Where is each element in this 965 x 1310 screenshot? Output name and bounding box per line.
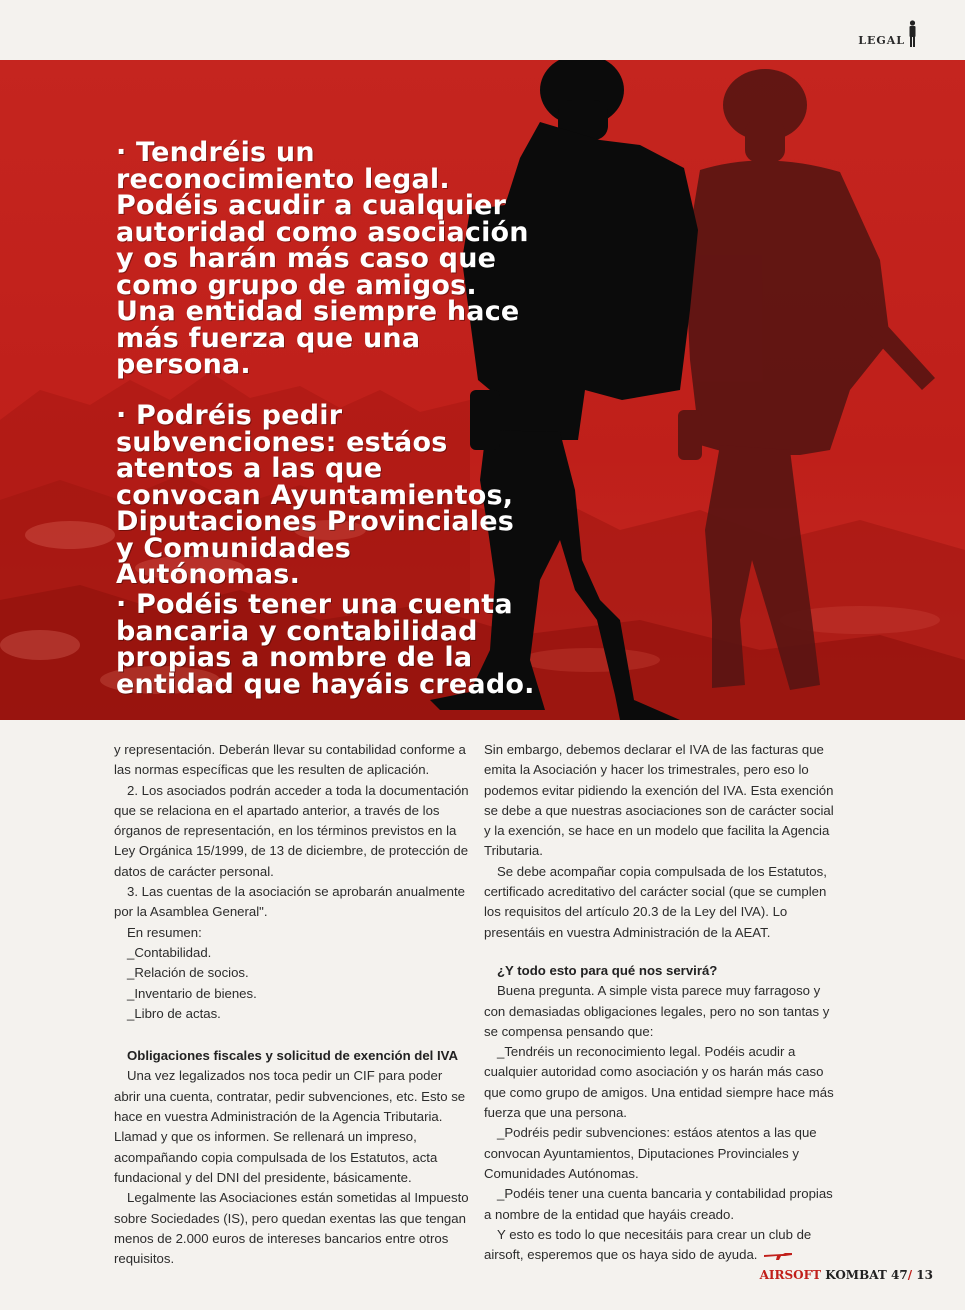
- page-number: 13: [916, 1268, 933, 1282]
- closing-paragraph: [484, 1225, 839, 1266]
- section-tag: LEGAL: [858, 34, 905, 47]
- section-heading: ¿Y todo esto para qué nos servirá?: [497, 962, 718, 978]
- list-item: _Contabilidad.: [127, 944, 212, 960]
- section-heading: Obligaciones fiscales y solicitud de exención del IVA: [127, 1048, 459, 1064]
- footer-issue: 47: [891, 1268, 908, 1282]
- paragraph: Una vez legalizados nos toca pedir un CIF para poder abrir una cuenta, contratar, pedir subvenciones, etc. Esto se hace en vuestra Administración de la Agencia Tributaria. Llamad y que os informen. Se rellenará un impreso, acompañando copia compulsada de los Estatutos, acta fundacional y del DNI del presidente, básicamente.: [114, 1068, 466, 1185]
- pull-quote-subsidies: · Podréis pedir subvenciones: estáos atentos a las que convocan Ayuntamientos, Diputaciones Provinciales y Comunidades Autónomas.: [116, 400, 515, 590]
- paragraph: y representación. Deberán llevar su contabilidad conforme a las normas específicas que les resulten de aplicación.: [114, 742, 466, 778]
- paragraph: Legalmente las Asociaciones están sometidas al Impuesto sobre Sociedades (IS), pero quedan exentas las que tengan menos de 2.000 euros de intereses bancarios entre otros requisitos.: [114, 1190, 469, 1267]
- footer-magazine: KOMBAT: [825, 1268, 887, 1282]
- paragraph: _Tendréis un reconocimiento legal. Podéis acudir a cualquier autoridad como asociación y os harán más caso que como grupo de amigos. Una entidad siempre hace más fuerza que una persona.: [484, 1044, 834, 1121]
- article-column-right: [484, 740, 839, 1265]
- paragraph: _Podréis pedir subvenciones: estáos atentos a las que convocan Ayuntamientos, Diputaciones Provinciales y Comunidades Autónomas.: [484, 1125, 817, 1181]
- slash-divider-icon: /: [907, 1268, 913, 1282]
- paragraph: Buena pregunta. A simple vista parece muy farragoso y con demasiadas obligaciones legales, pero no son tantas y se compensa pensando que:: [484, 983, 830, 1039]
- paragraph: 3. Las cuentas de la asociación se aprobarán anualmente por la Asamblea General".: [114, 884, 465, 920]
- list-item: _Relación de socios.: [127, 965, 249, 981]
- paragraph: 2. Los asociados podrán acceder a toda la documentación que se relaciona en el apartado anterior, a través de los órganos de representación, en los términos previstos en la Ley Orgánica 15/1999, de 13 de diciembre, de protección de datos de carácter personal.: [114, 782, 469, 879]
- pull-quote-bank-account: · Podéis tener una cuenta bancaria y contabilidad propias a nombre de la entidad que hayáis creado.: [116, 589, 535, 700]
- red-banner: [0, 60, 965, 720]
- paragraph: En resumen:: [127, 924, 202, 940]
- footer-brand: AIRSOFT: [759, 1268, 822, 1282]
- article-column-left: [114, 740, 469, 1269]
- paragraph: Se debe acompañar copia compulsada de los Estatutos, certificado acreditativo del carácter social (que se cumplen los requisitos del artículo 20.3 de la Ley del IVA). Lo presentáis en vuestra Administración de la AEAT.: [484, 863, 827, 940]
- paragraph: _Podéis tener una cuenta bancaria y contabilidad propias a nombre de la entidad que hayáis creado.: [484, 1186, 833, 1222]
- pull-quote-recognition: · Tendréis un reconocimiento legal. Podéis acudir a cualquier autoridad como asociación y os harán más caso que como grupo de amigos. Una entidad siempre hace más fuerza que una persona.: [116, 137, 529, 380]
- list-item: _Inventario de bienes.: [127, 985, 257, 1001]
- closing-text: Y esto es todo lo que necesitáis para crear un club de airsoft, esperemos que os haya sido de ayuda.: [484, 1226, 812, 1263]
- soldier-figure-icon: [908, 20, 917, 48]
- list-item: _Libro de actas.: [127, 1005, 221, 1021]
- paragraph: Sin embargo, debemos declarar el IVA de las facturas que emita la Asociación y hacer los trimestrales, pero eso lo podemos evitar pidiendo la exención del IVA. Esta exención se debe a que nuestras asociaciones son de carácter social y la exención, se hace en un modelo que facilita la Agencia Tributaria.: [484, 742, 834, 859]
- rifle-end-mark-icon: [763, 1251, 793, 1261]
- page-footer: [760, 1268, 933, 1282]
